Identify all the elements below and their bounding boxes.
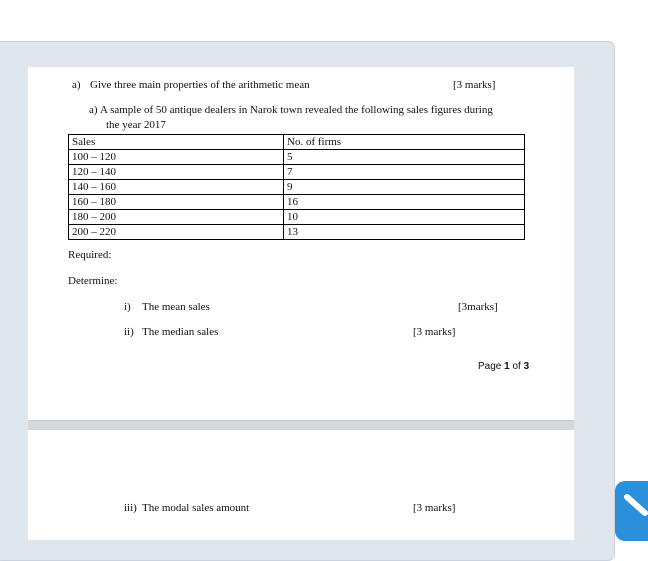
sub-item-i-label: i) — [124, 301, 131, 313]
sub-item-i-text: The mean sales — [142, 301, 210, 313]
page-number — [478, 360, 529, 373]
page-number-current: 1 — [504, 361, 510, 372]
table-cell-firms: 10 — [284, 210, 525, 225]
question-a2-text-line1: A sample of 50 antique dealers in Narok town revealed the following sales figures during — [100, 104, 493, 116]
sales-table — [68, 134, 525, 240]
sub-item-ii-text: The median sales — [142, 326, 219, 338]
table-cell-firms: 9 — [284, 180, 525, 195]
question-a2-label: a) — [89, 104, 98, 116]
table-cell-firms: 7 — [284, 165, 525, 180]
pencil-icon — [621, 491, 648, 521]
table-row — [69, 225, 525, 240]
table-header-row — [69, 135, 525, 150]
question-a1-marks: [3 marks] — [453, 79, 496, 91]
table-cell-sales: 140 – 160 — [69, 180, 284, 195]
question-a1-label: a) — [72, 79, 81, 91]
document-page-2 — [28, 430, 574, 540]
question-a2-text-line2: the year 2017 — [106, 119, 166, 131]
page-separator — [28, 420, 574, 430]
table-cell-firms: 13 — [284, 225, 525, 240]
document-page-1 — [28, 67, 574, 420]
sub-item-iii-label: iii) — [124, 502, 137, 514]
determine-heading: Determine: — [68, 275, 118, 287]
sub-item-ii-marks: [3 marks] — [413, 326, 456, 338]
table-cell-sales: 100 – 120 — [69, 150, 284, 165]
edit-fab-button[interactable] — [615, 481, 648, 541]
table-cell-firms: 16 — [284, 195, 525, 210]
table-row — [69, 210, 525, 225]
sub-item-i-marks: [3marks] — [458, 301, 498, 313]
table-cell-sales: 200 – 220 — [69, 225, 284, 240]
page-number-separator: of — [509, 361, 524, 372]
page-number-total: 3 — [523, 361, 530, 372]
question-a1-text: Give three main properties of the arithmetic mean — [90, 79, 310, 91]
table-header-sales: Sales — [69, 135, 284, 150]
page-number-prefix: Page — [478, 361, 505, 372]
sub-item-iii-marks: [3 marks] — [413, 502, 456, 514]
table-row — [69, 180, 525, 195]
table-row — [69, 150, 525, 165]
sub-item-iii-text: The modal sales amount — [142, 502, 250, 514]
table-row — [69, 195, 525, 210]
table-cell-sales: 160 – 180 — [69, 195, 284, 210]
table-cell-firms: 5 — [284, 150, 525, 165]
sub-item-ii-label: ii) — [124, 326, 134, 338]
table-row — [69, 165, 525, 180]
table-cell-sales: 120 – 140 — [69, 165, 284, 180]
required-heading: Required: — [68, 249, 112, 261]
table-cell-sales: 180 – 200 — [69, 210, 284, 225]
table-header-firms: No. of firms — [284, 135, 525, 150]
